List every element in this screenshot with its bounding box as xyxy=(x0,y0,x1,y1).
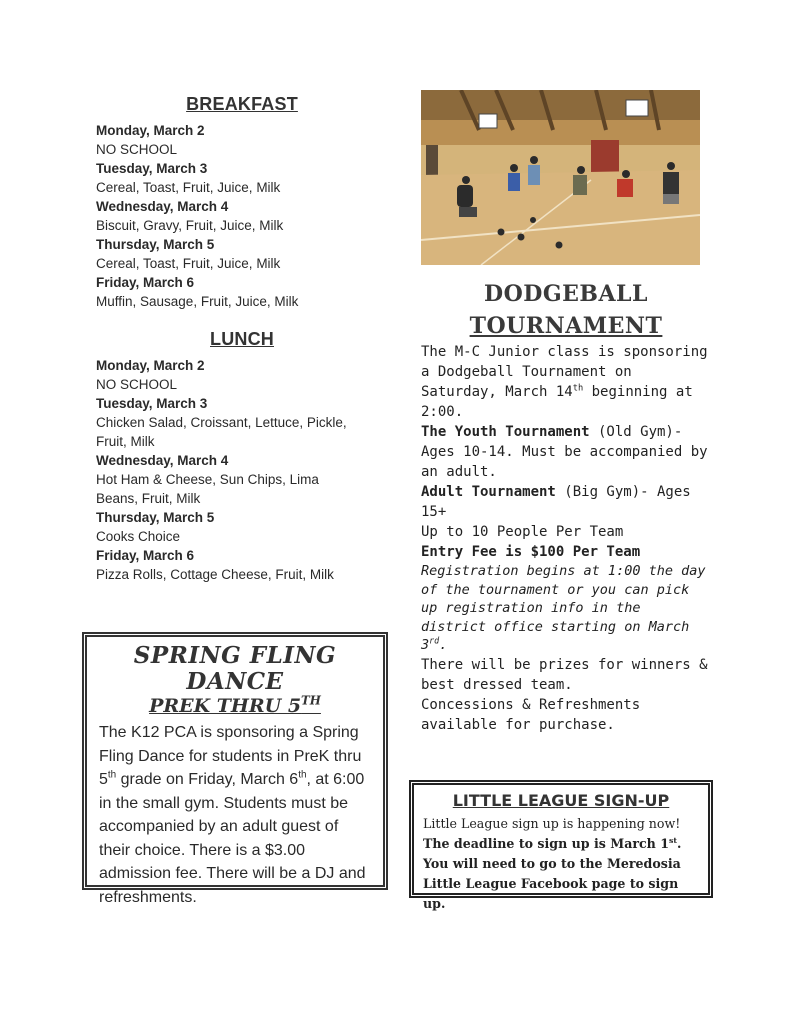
adult-tournament xyxy=(421,482,711,522)
lunch-items: Pizza Rolls, Cottage Cheese, Fruit, Milk xyxy=(96,567,334,582)
breakfast-items: Cereal, Toast, Fruit, Juice, Milk xyxy=(96,256,281,271)
breakfast-items: NO SCHOOL xyxy=(96,142,178,157)
breakfast-heading: BREAKFAST xyxy=(186,94,298,114)
lunch-day: Monday, March 2 xyxy=(96,358,205,373)
youth-tournament-label: The Youth Tournament xyxy=(421,424,590,440)
breakfast-items: Biscuit, Gravy, Fruit, Juice, Milk xyxy=(96,218,284,233)
dodgeball-section xyxy=(421,278,711,735)
little-league-line1: Little League sign up is happening now! xyxy=(423,816,681,831)
youth-tournament-text: (Old Gym)- Ages 10-14. Must be accompanied by an adult. xyxy=(421,424,708,480)
spring-fling-body-a: The K12 PCA is sponsoring a Spring Fling Dance for students in PreK thru 5 xyxy=(99,724,362,788)
lunch-items: NO SCHOOL xyxy=(96,377,178,392)
breakfast-day: Friday, March 6 xyxy=(96,275,195,290)
breakfast-day: Thursday, March 5 xyxy=(96,237,215,252)
dodgeball-intro-text: The M-C Junior class is sponsoring a Dodgeball Tournament on Saturday, March 14 xyxy=(421,344,708,400)
breakfast-day: Monday, March 2 xyxy=(96,123,205,138)
ordinal-suffix: rd xyxy=(429,635,440,646)
lunch-items: Cooks Choice xyxy=(96,529,181,544)
lunch-day: Friday, March 6 xyxy=(96,548,195,563)
lunch-day: Tuesday, March 3 xyxy=(96,396,208,411)
lunch-heading: LUNCH xyxy=(210,329,274,349)
lunch-items: Hot Ham & Cheese, Sun Chips, Lima Beans, Fruit, Milk xyxy=(96,472,319,506)
breakfast-items: Cereal, Toast, Fruit, Juice, Milk xyxy=(96,180,281,195)
breakfast-day: Tuesday, March 3 xyxy=(96,161,208,176)
dodgeball-intro xyxy=(421,342,711,422)
spring-fling-body-b: grade on Friday, March 6 xyxy=(116,771,299,788)
little-league-box xyxy=(409,780,713,911)
lunch-day: Wednesday, March 4 xyxy=(96,453,229,468)
prizes-info: There will be prizes for winners & best dressed team. xyxy=(421,656,708,693)
little-league-deadline xyxy=(423,834,699,854)
spring-fling-body xyxy=(99,721,371,909)
ordinal-suffix: st xyxy=(668,835,677,845)
dodgeball-title-line2: TOURNAMENT xyxy=(469,313,663,339)
registration-end: . xyxy=(439,637,448,653)
entry-fee: Entry Fee is $100 Per Team xyxy=(421,544,641,560)
little-league-deadline-end: . xyxy=(676,836,682,851)
registration-info xyxy=(421,562,711,655)
lunch-items: Chicken Salad, Croissant, Lettuce, Pickle, Fruit, Milk xyxy=(96,415,347,449)
breakfast-day: Wednesday, March 4 xyxy=(96,199,229,214)
dodgeball-title xyxy=(421,278,711,342)
spring-fling-subtitle-text: PREK THRU 5 xyxy=(149,695,302,717)
spring-fling-body-c: , at 6:00 in the small gym. Students must be accompanied by an adult guest of their choice. There is a $3.00 admission fee. There will be a DJ and refreshments. xyxy=(99,771,366,906)
breakfast-list xyxy=(96,121,396,311)
adult-tournament-text: (Big Gym)- Ages 15+ xyxy=(421,484,691,520)
ordinal-suffix: th xyxy=(572,383,584,394)
dodgeball-photo xyxy=(421,90,700,265)
concessions-info: Concessions & Refreshments available for purchase. xyxy=(421,696,641,733)
registration-text: Registration begins at 1:00 the day of the tournament or you can pick up registration info in the district office starting on March 3 xyxy=(421,563,706,653)
spring-fling-subtitle xyxy=(99,695,371,717)
ordinal-suffix: TH xyxy=(301,693,321,708)
little-league-deadline-text: The deadline to sign up is March 1 xyxy=(423,836,669,851)
youth-tournament xyxy=(421,422,711,482)
lunch-list xyxy=(96,356,358,584)
little-league-instructions: You will need to go to the Meredosia Little League Facebook page to sign up. xyxy=(423,856,681,911)
menu-column xyxy=(96,94,396,584)
breakfast-items: Muffin, Sausage, Fruit, Juice, Milk xyxy=(96,294,299,309)
little-league-title: LITTLE LEAGUE SIGN-UP xyxy=(452,791,670,810)
lunch-day: Thursday, March 5 xyxy=(96,510,215,525)
team-size: Up to 10 People Per Team xyxy=(421,524,624,540)
spring-fling-box xyxy=(82,632,388,906)
dodgeball-title-line1: DODGEBALL xyxy=(484,281,648,307)
ordinal-suffix: th xyxy=(107,769,117,781)
dodgeball-intro-time: beginning at 2:00. xyxy=(421,384,693,420)
spring-fling-title: SPRING FLING DANCE xyxy=(133,642,337,695)
adult-tournament-label: Adult Tournament xyxy=(421,484,556,500)
ordinal-suffix: th xyxy=(298,769,307,781)
